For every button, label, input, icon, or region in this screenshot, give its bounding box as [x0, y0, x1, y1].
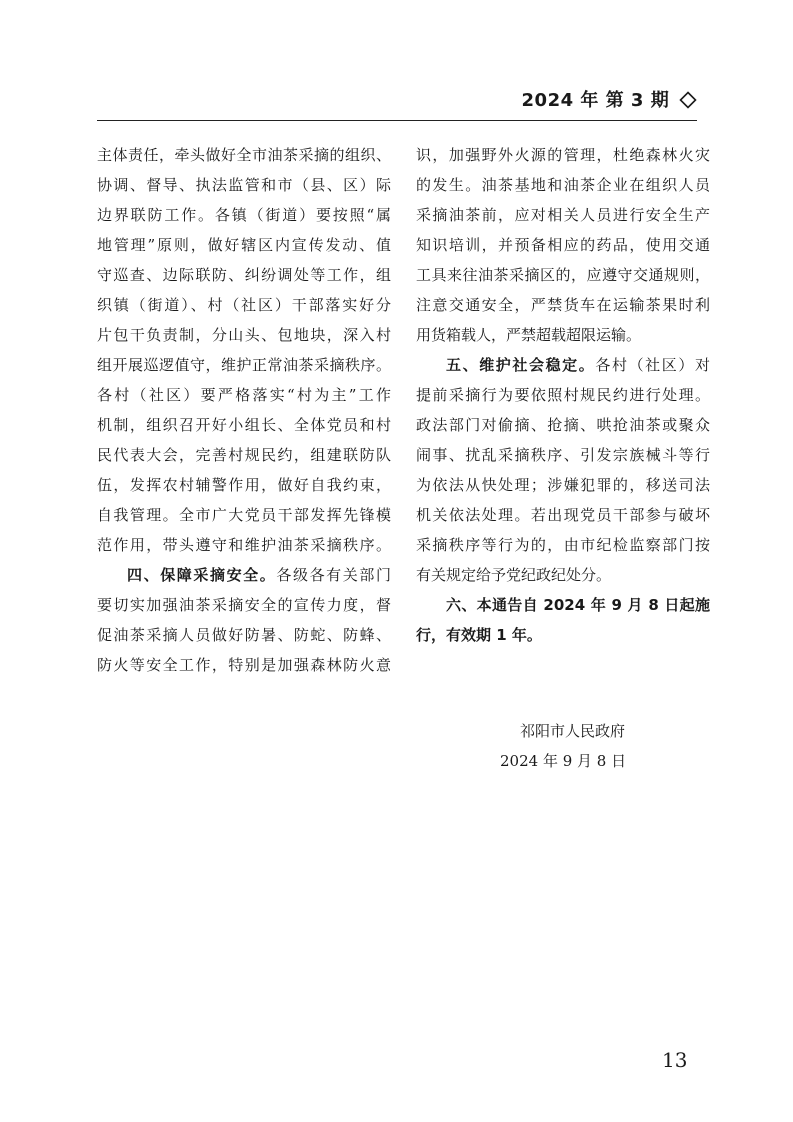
issue-text: 2024 年 第 3 期 [521, 90, 670, 111]
body-line: 工具来往油茶采摘区的，应遵守交通规则， [416, 266, 710, 284]
body-line: 伍，发挥农村辅警作用，做好自我约束， [97, 476, 391, 494]
body-line: 各村（社区）要严格落实“村为主”工作 [97, 386, 391, 404]
body-line: 知识培训，并预备相应的药品，使用交通 [416, 236, 710, 254]
section-four-heading: 四、保障采摘安全。 [127, 566, 277, 584]
diamond-outline-icon [679, 91, 697, 109]
right-column [416, 140, 710, 650]
body-line: 地管理”原则，做好辖区内宣传发动、值 [97, 236, 391, 254]
body-line: 自我管理。全市广大党员干部发挥先锋模 [97, 506, 391, 524]
body-line: 有关规定给予党纪政纪处分。 [416, 566, 612, 584]
body-line: 的发生。油茶基地和油茶企业在组织人员 [416, 176, 710, 194]
body-line: 提前采摘行为要依照村规民约进行处理。 [416, 386, 710, 404]
body-line: 守巡查、边际联防、纠纷调处等工作，组 [97, 266, 391, 284]
body-line: 织镇（街道）、村（社区）干部落实好分 [97, 296, 391, 314]
body-line: 边界联防工作。各镇（街道）要按照“属 [97, 206, 391, 224]
body-line: 闹事、扰乱采摘秩序、引发宗族械斗等行 [416, 446, 710, 464]
body-line: 注意交通安全，严禁货车在运输茶果时利 [416, 296, 710, 314]
issue-label [522, 88, 697, 114]
body-line: 促油茶采摘人员做好防暑、防蛇、防蜂、 [97, 626, 391, 644]
body-line: 采摘秩序等行为的，由市纪检监察部门按 [416, 536, 710, 554]
signature-block [500, 716, 700, 776]
body-line: 政法部门对偷摘、抢摘、哄抢油茶或聚众 [416, 416, 710, 434]
section-four-first-line [97, 560, 391, 590]
left-column [97, 140, 391, 680]
body-line: 协调、督导、执法监管和市（县、区）际 [97, 176, 391, 194]
body-line: 片包干负责制，分山头、包地块，深入村 [97, 326, 391, 344]
body-line: 用货箱载人，严禁超载超限运输。 [416, 326, 642, 344]
header-divider [97, 120, 697, 121]
body-line: 机制，组织召开好小组长、全体党员和村 [97, 416, 391, 434]
section-four-lead: 各级各有关部门 [276, 566, 391, 584]
section-five-first-line [416, 350, 710, 380]
issuing-organization: 祁阳市人民政府 [520, 722, 626, 740]
body-line: 防火等安全工作，特别是加强森林防火意 [97, 656, 391, 674]
body-line: 范作用，带头遵守和维护油茶采摘秩序。 [97, 536, 391, 554]
body-line: 采摘油茶前，应对相关人员进行安全生产 [416, 206, 710, 224]
body-line: 民代表大会，完善村规民约，组建联防队 [97, 446, 391, 464]
body-line: 为依法从快处理；涉嫌犯罪的，移送司法 [416, 476, 710, 494]
body-line: 识，加强野外火源的管理，杜绝森林火灾 [416, 146, 710, 164]
body-line: 主体责任，牵头做好全市油茶采摘的组织、 [97, 146, 391, 164]
page-header [97, 88, 697, 118]
page-number: 13 [662, 1048, 688, 1072]
body-line: 组开展巡逻值守，维护正常油茶采摘秩序。 [97, 356, 391, 374]
body-line: 机关依法处理。若出现党员干部参与破坏 [416, 506, 710, 524]
section-six-line-2: 行，有效期 1 年。 [416, 626, 542, 644]
section-five-lead: 各村（社区）对 [595, 356, 710, 374]
issue-date: 2024 年 9 月 8 日 [500, 752, 627, 770]
section-five-heading: 五、维护社会稳定。 [446, 356, 596, 374]
section-six-line-1: 六、本通告自 2024 年 9 月 8 日起施 [446, 596, 710, 614]
body-line: 要切实加强油茶采摘安全的宣传力度，督 [97, 596, 391, 614]
